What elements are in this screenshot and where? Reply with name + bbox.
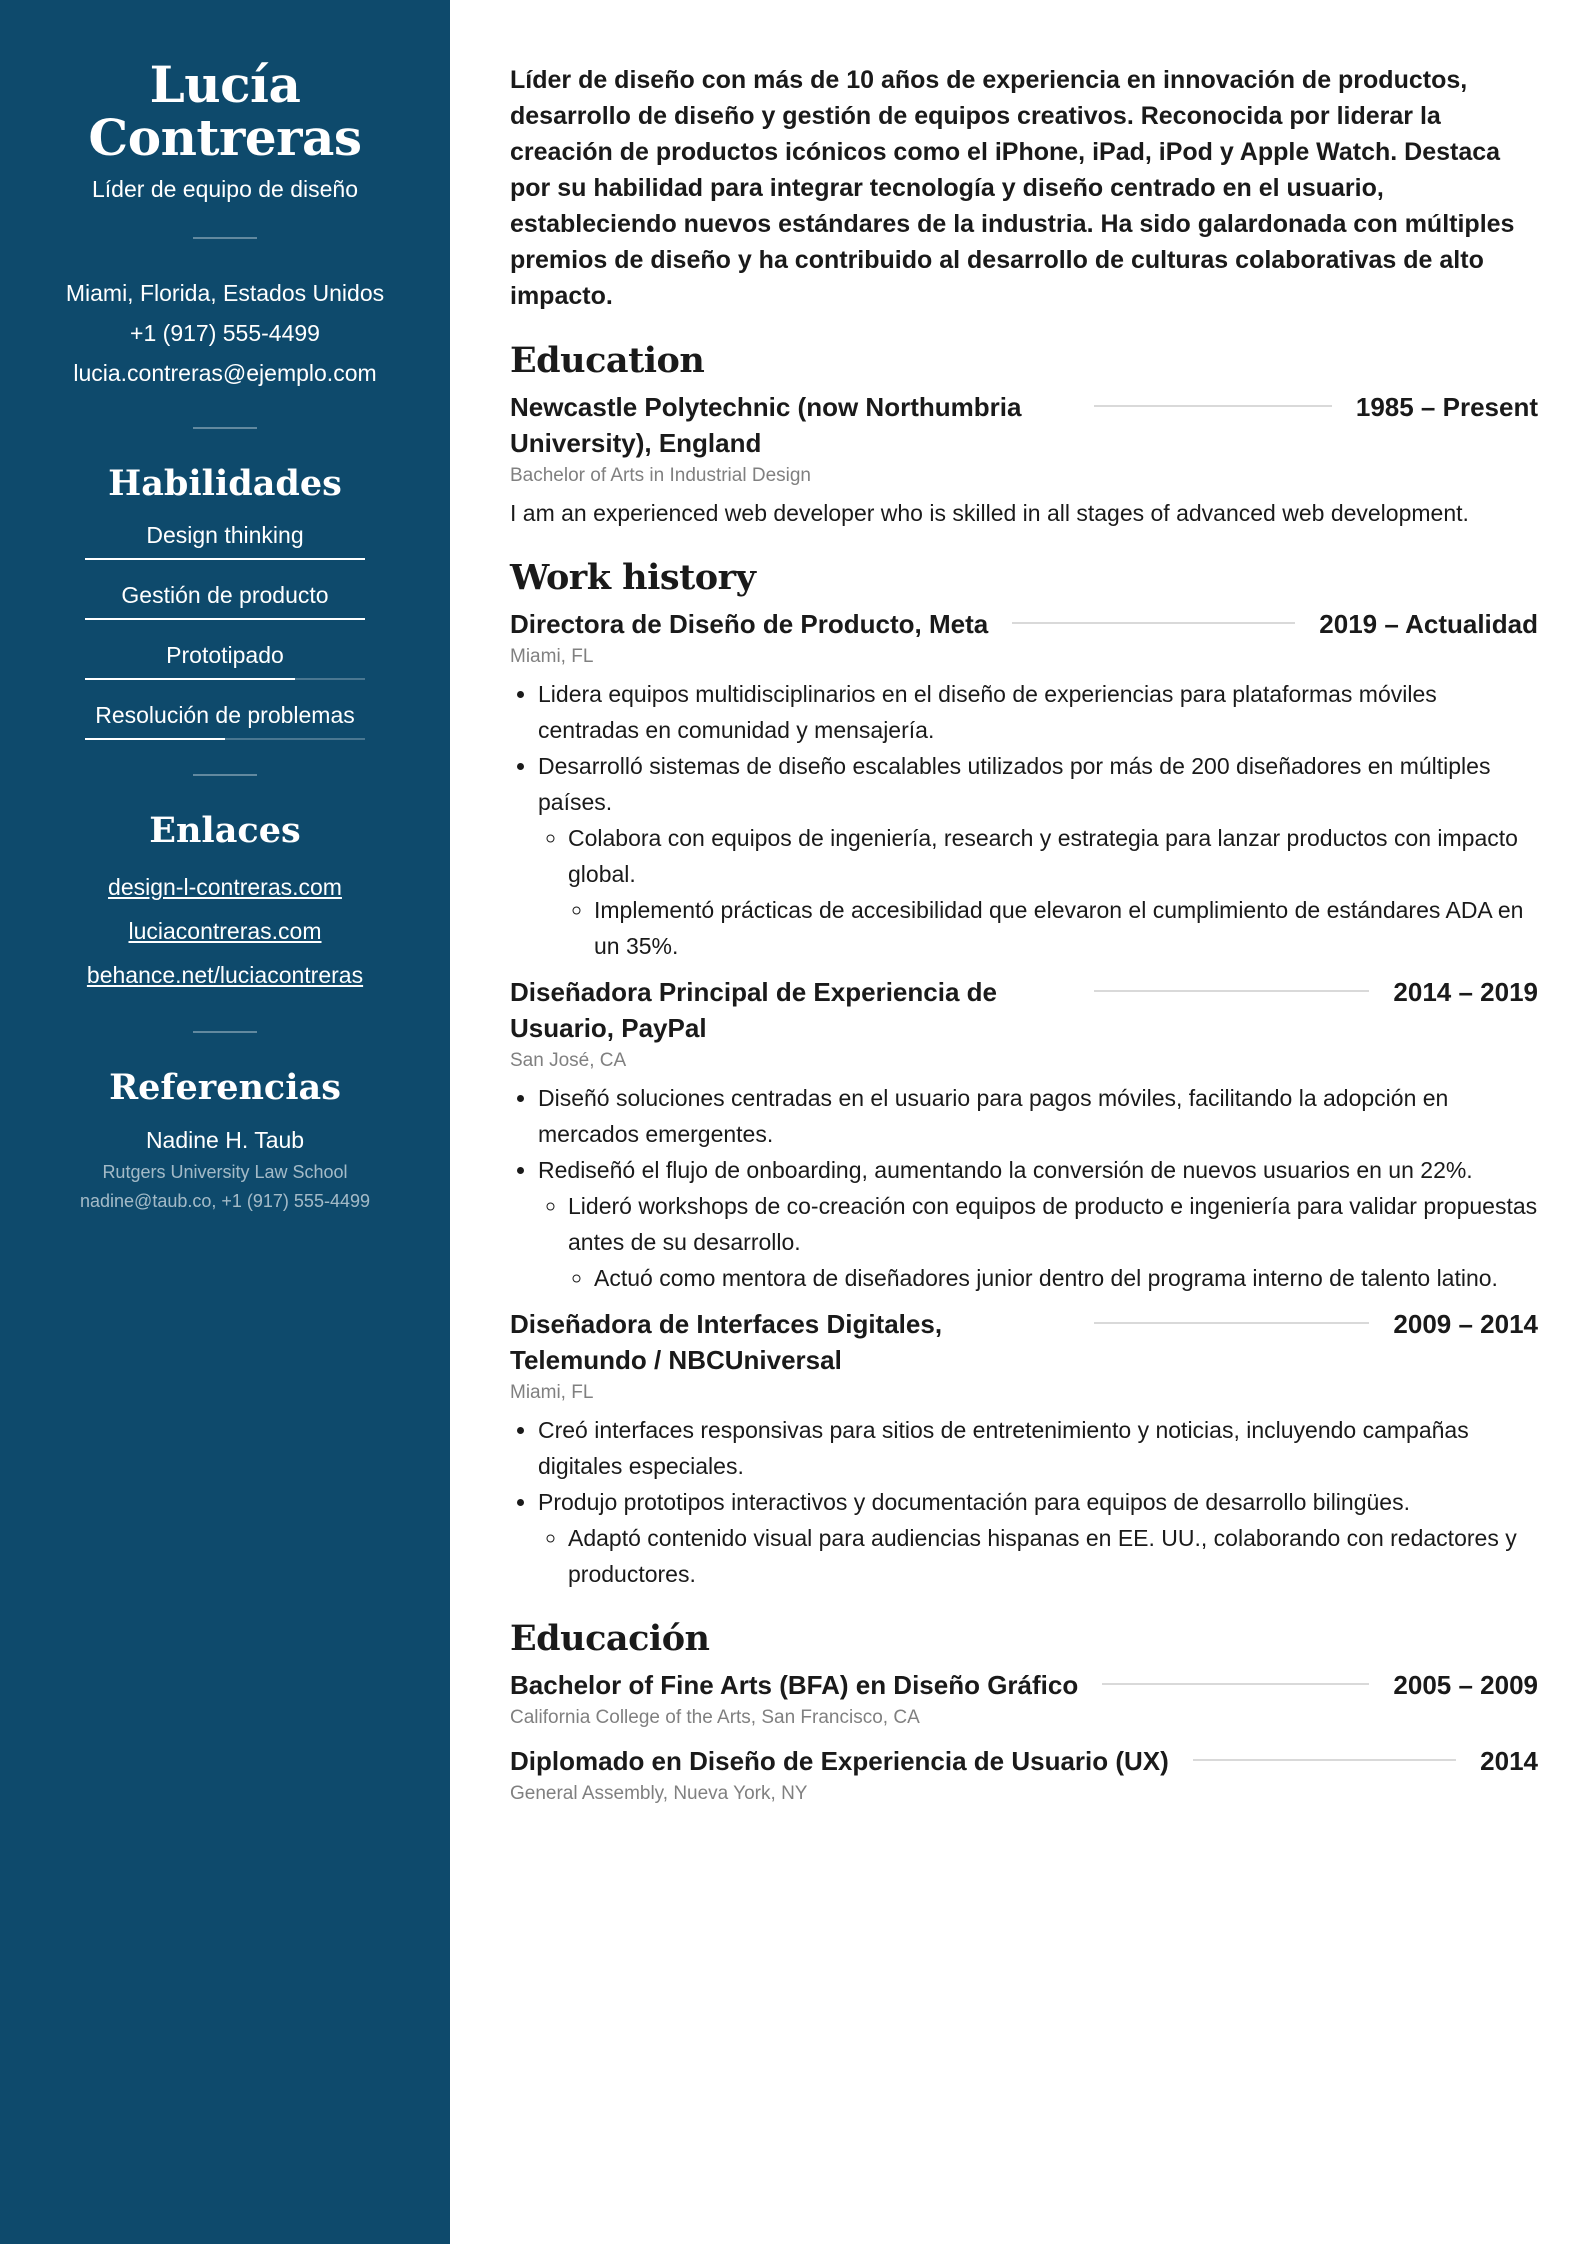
job-location: Miami, FL (510, 646, 594, 667)
entry-date: 1985 – Present (1355, 392, 1538, 422)
job-entry (510, 606, 1538, 964)
entry-title: Bachelor of Fine Arts (BFA) en Diseño Gráfico (510, 1670, 1079, 1700)
skill-label: Resolución de problemas (95, 702, 355, 728)
educacion-heading: Educación (510, 1618, 710, 1659)
skill-level-fill (85, 678, 295, 680)
contact-block (48, 273, 402, 393)
link-behance[interactable]: behance.net/luciacontreras (86, 962, 364, 988)
links-list (48, 865, 402, 997)
education-heading: Education (510, 340, 705, 381)
entry-rule (1102, 1683, 1369, 1685)
job-title: Diseñadora de Interfaces Digitales, Telemundo / NBCUniversal (510, 1309, 943, 1375)
skill-level-bar (85, 738, 365, 740)
skill-label: Gestión de producto (121, 582, 329, 608)
entry-rule (1094, 990, 1369, 992)
sub-bullets (538, 1520, 1538, 1592)
bullet-item (538, 1484, 1538, 1592)
sub-bullets (538, 820, 1538, 964)
sub-bullets (538, 1188, 1538, 1296)
entry-meta: General Assembly, Nueva York, NY (510, 1783, 808, 1804)
skill-level-bar (85, 618, 365, 620)
main-content (450, 0, 1588, 2244)
job-bullets (510, 1412, 1538, 1592)
bullet-text: Lideró workshops de co-creación con equipos de producto e ingeniería para validar propuestas antes de su desarrollo. (568, 1193, 1538, 1255)
sub-sub-bullet-item: ◦ Actuó como mentora de diseñadores junior dentro del programa interno de talento latino. (594, 1260, 1538, 1296)
contact-location: Miami, Florida, Estados Unidos (65, 280, 385, 306)
references-heading: Referencias (109, 1067, 341, 1108)
entry-description: I am an experienced web developer who is skilled in all stages of advanced web development. (510, 500, 1469, 526)
skill-item (85, 698, 365, 740)
bullet-item (538, 1152, 1538, 1296)
skill-item (85, 518, 365, 560)
bullet-text: Desarrolló sistemas de diseño escalables utilizados por más de 200 diseñadores en múltiples países. (538, 753, 1491, 815)
entry-rule (1094, 405, 1332, 407)
job-title: Directora de Diseño de Producto, Meta (510, 609, 989, 639)
job-bullets (510, 676, 1538, 964)
bullet-text: Rediseñó el flujo de onboarding, aumentando la conversión de nuevos usuarios en un 22%. (538, 1157, 1473, 1183)
bullet-item: • Creó interfaces responsivas para sitios de entretenimiento y noticias, incluyendo campañas digitales especiales. (538, 1412, 1538, 1484)
skill-level-bar (85, 558, 365, 560)
sub-sub-bullets (568, 892, 1538, 964)
entry-meta: Bachelor of Arts in Industrial Design (510, 465, 811, 486)
reference-contact: nadine@taub.co, +1 (917) 555-4499 (80, 1191, 370, 1211)
job-bullets (510, 1080, 1538, 1296)
sub-bullet-item (568, 1188, 1538, 1296)
skills-heading: Habilidades (108, 463, 342, 504)
reference-org: Rutgers University Law School (102, 1162, 348, 1182)
bullet-item (538, 748, 1538, 964)
skill-level-fill (85, 738, 225, 740)
entry-rule (1012, 622, 1295, 624)
sub-sub-bullet-item: ◦ Implementó prácticas de accesibilidad que elevaron el cumplimiento de estándares ADA en un 35%. (594, 892, 1538, 964)
bullet-item: • Diseñó soluciones centradas en el usuario para pagos móviles, facilitando la adopción en mercados emergentes. (538, 1080, 1538, 1152)
sidebar (0, 0, 450, 2244)
sub-bullet-item (568, 820, 1538, 964)
skill-level-fill (85, 558, 365, 560)
bullet-text: Produjo prototipos interactivos y documentación para equipos de desarrollo bilingües. (538, 1489, 1410, 1515)
link-portfolio[interactable]: design-l-contreras.com (108, 874, 342, 900)
education-entry (510, 389, 1538, 531)
sub-bullet-item: ◦ Adaptó contenido visual para audiencias hispanas en EE. UU., colaborando con redactores y productores. (568, 1520, 1538, 1592)
job-location: San José, CA (510, 1050, 627, 1071)
sub-sub-bullets (568, 1260, 1538, 1296)
skill-item (85, 638, 365, 680)
education-entry (510, 1667, 1538, 1733)
job-title: Diseñadora Principal de Experiencia de Usuario, PayPal (510, 977, 997, 1043)
job-entry (510, 1306, 1538, 1592)
job-entry (510, 974, 1538, 1296)
divider (193, 1031, 257, 1033)
skills-list (48, 518, 402, 740)
candidate-name (48, 55, 402, 167)
contact-phone: +1 (917) 555-4499 (130, 320, 320, 346)
divider (193, 427, 257, 429)
link-website[interactable]: luciacontreras.com (128, 918, 322, 944)
job-date: 2019 – Actualidad (1319, 609, 1538, 639)
skill-label: Design thinking (146, 522, 304, 548)
entry-rule (1193, 1759, 1456, 1761)
entry-date: 2014 (1480, 1746, 1538, 1776)
name-last: Contreras (88, 108, 362, 167)
name-first: Lucía (149, 55, 301, 114)
divider (193, 237, 257, 239)
skill-label: Prototipado (166, 642, 284, 668)
job-location: Miami, FL (510, 1382, 594, 1403)
reference-name: Nadine H. Taub (145, 1127, 305, 1153)
bullet-text: Colabora con equipos de ingeniería, research y estrategia para lanzar productos con impacto global. (568, 825, 1518, 887)
entry-meta: California College of the Arts, San Francisco, CA (510, 1707, 920, 1728)
links-heading: Enlaces (149, 810, 301, 851)
education-entry (510, 1743, 1538, 1809)
entry-title: Newcastle Polytechnic (now Northumbria University), England (510, 392, 1022, 458)
entry-rule (1094, 1322, 1369, 1324)
profile-summary: Líder de diseño con más de 10 años de experiencia en innovación de productos, desarrollo de diseño y gestión de equipos creativos. Reconocida por liderar la creación de productos icónicos como el iPhone, iPad, iPod y Apple Watch. Destaca por su habilidad para integrar tecnología y diseño centrado en el usuario, estableciendo nuevos estándares de la industria. Ha sido galardonada con múltiples premios de diseño y ha contribuido al desarrollo de culturas colaborativas de alto impacto. (510, 66, 1515, 310)
job-date: 2014 – 2019 (1393, 977, 1538, 1007)
bullet-item: • Lidera equipos multidisciplinarios en el diseño de experiencias para plataformas móviles centradas en comunidad y mensajería. (538, 676, 1538, 748)
skill-level-fill (85, 618, 365, 620)
skill-item (85, 578, 365, 620)
candidate-role: Líder de equipo de diseño (92, 176, 358, 202)
contact-email: lucia.contreras@ejemplo.com (73, 360, 377, 386)
job-date: 2009 – 2014 (1393, 1309, 1538, 1339)
work-history-heading: Work history (510, 557, 756, 598)
skill-level-bar (85, 678, 365, 680)
entry-date: 2005 – 2009 (1393, 1670, 1538, 1700)
entry-title: Diplomado en Diseño de Experiencia de Usuario (UX) (510, 1746, 1169, 1776)
reference-item (48, 1122, 402, 1216)
divider (193, 774, 257, 776)
